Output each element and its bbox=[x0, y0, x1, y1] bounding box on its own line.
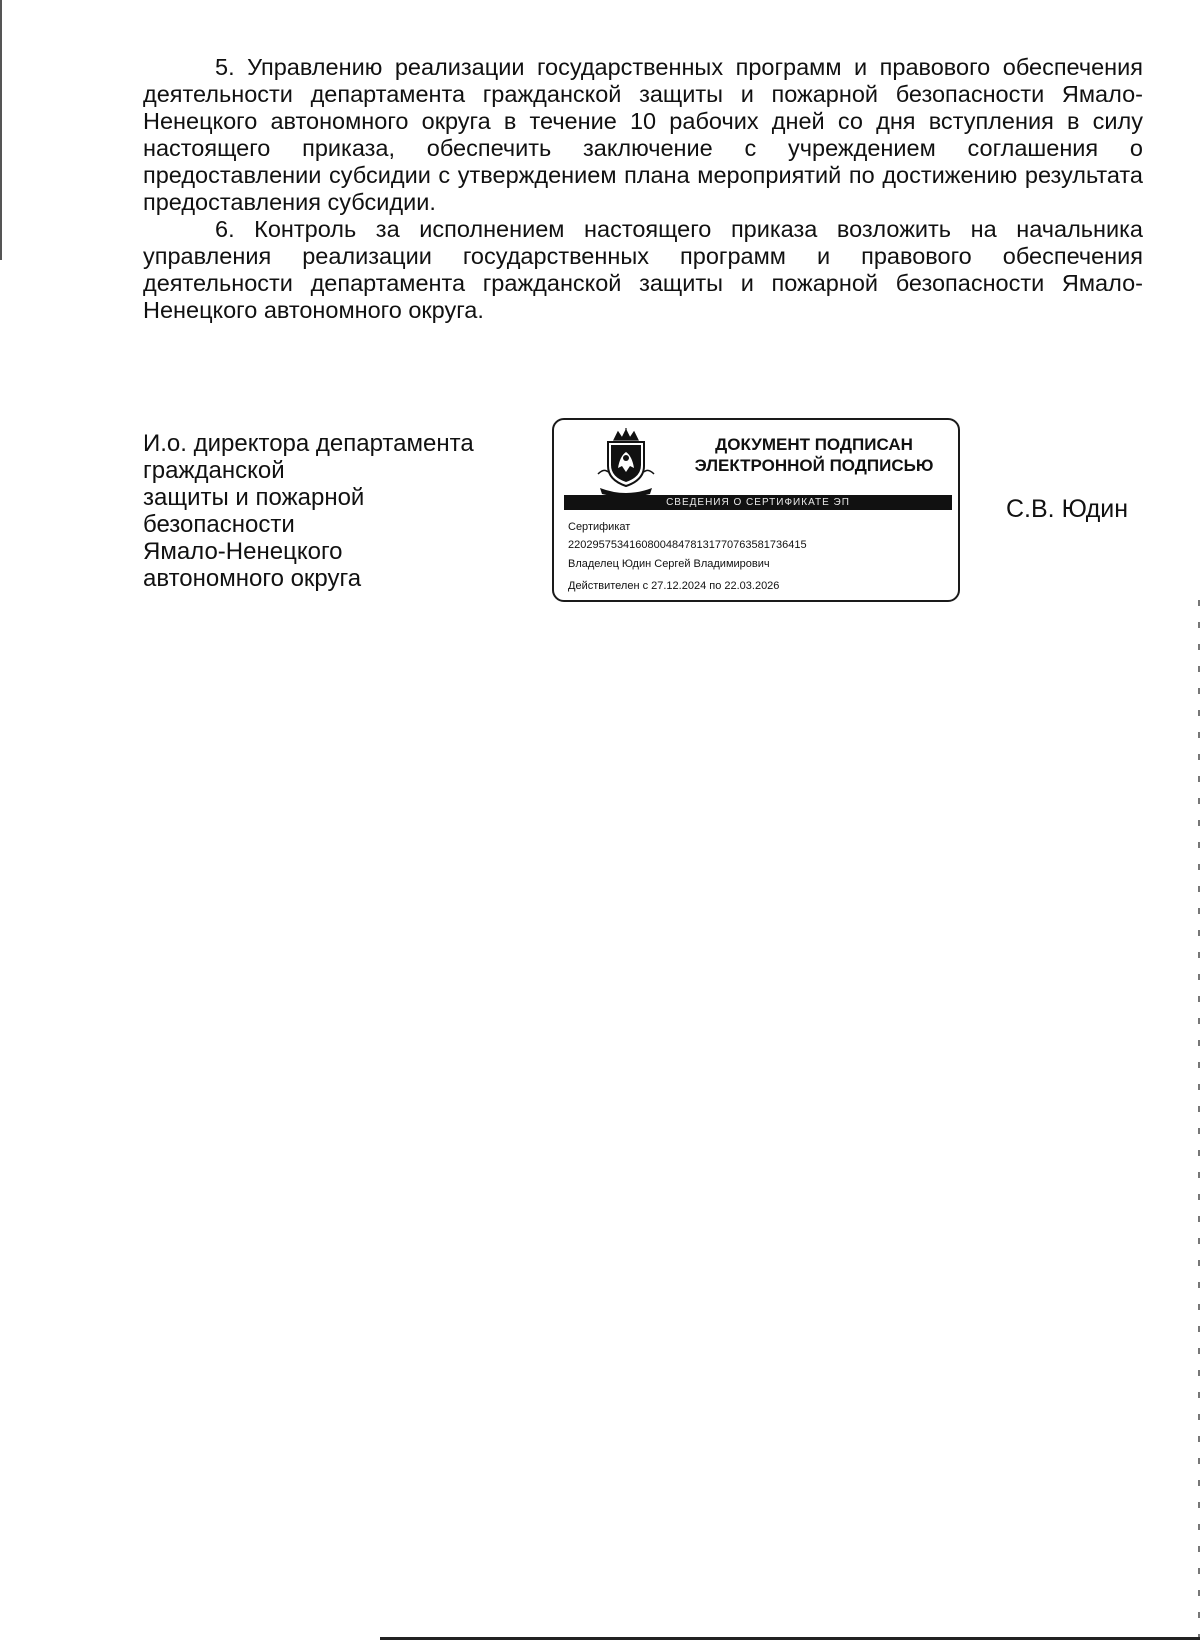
coat-of-arms-icon bbox=[596, 428, 656, 496]
electronic-signature-stamp bbox=[552, 418, 960, 602]
certificate-label: Сертификат bbox=[568, 521, 631, 533]
certificate-number: 220295753416080048478131770763581736415 bbox=[568, 539, 807, 551]
stamp-title-line: ДОКУМЕНТ ПОДПИСАН bbox=[715, 435, 913, 454]
order-text bbox=[143, 54, 1143, 324]
signatory-line: безопасности bbox=[143, 511, 295, 538]
stamp-certificate-band: СВЕДЕНИЯ О СЕРТИФИКАТЕ ЭП bbox=[564, 495, 952, 510]
stamp-title-line: ЭЛЕКТРОННОЙ ПОДПИСЬЮ bbox=[694, 456, 934, 475]
signer-name: С.В. Юдин bbox=[1006, 495, 1129, 523]
paragraph-6: 6. Контроль за исполнением настоящего приказа возложить на начальника управления реализации государственных программ и правового обеспечения деятельности департамента гражданской защиты и пожарной безопасности Ямало-Ненецкого автономного округа. bbox=[143, 216, 1143, 323]
signatory-line: гражданской bbox=[143, 457, 285, 484]
signatory-line: И.о. директора департамента bbox=[143, 430, 474, 457]
certificate-owner: Владелец Юдин Сергей Владимирович bbox=[568, 558, 770, 570]
signatory-line: защиты и пожарной bbox=[143, 484, 365, 511]
stamp-title bbox=[684, 434, 944, 476]
signatory-line: Ямало-Ненецкого bbox=[143, 538, 343, 565]
certificate-validity: Действителен с 27.12.2024 по 22.03.2026 bbox=[568, 580, 780, 592]
scan-edge-left bbox=[0, 0, 2, 260]
bottom-rule bbox=[380, 1637, 1200, 1640]
signatory-line: автономного округа bbox=[143, 565, 362, 592]
signatory-position bbox=[143, 430, 523, 592]
paragraph-5: 5. Управлению реализации государственных программ и правового обеспечения деятельности департамента гражданской защиты и пожарной безопасности Ямало-Ненецкого автономного округа в течение 10 рабочих дней со дня вступления в силу настоящего приказа, обеспечить заключение с учреждением соглашения о предоставлении субсидии с утверждением плана мероприятий по достижению результата предоставления субсидии. bbox=[143, 54, 1143, 215]
